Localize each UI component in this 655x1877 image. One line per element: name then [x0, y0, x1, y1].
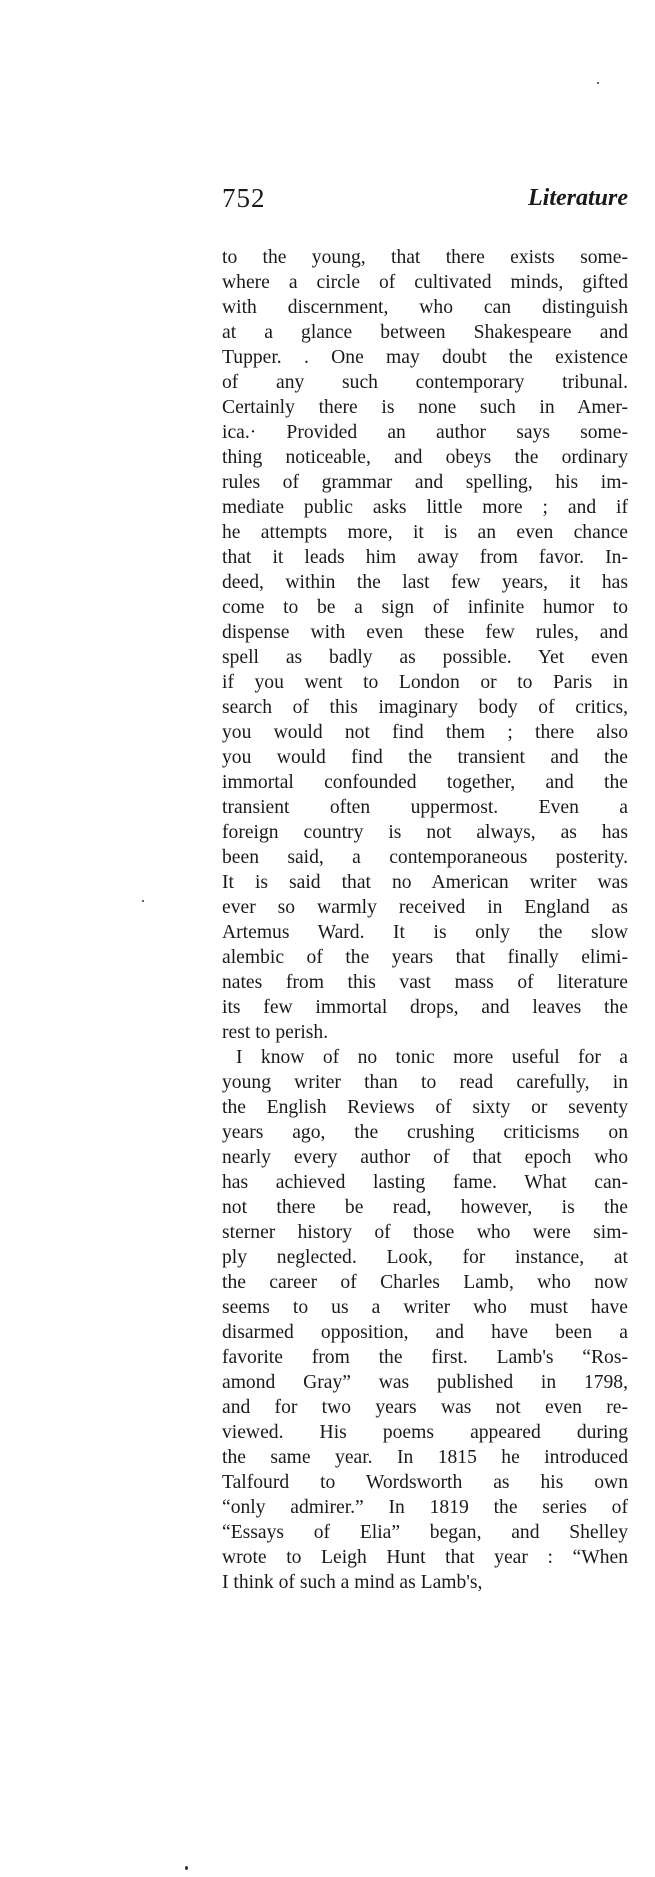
text-line: “only admirer.” In 1819 the series of: [222, 1497, 628, 1518]
text-line: has achieved lasting fame. What can-: [222, 1172, 628, 1193]
text-line: viewed. His poems appeared during: [222, 1422, 628, 1443]
text-line: deed, within the last few years, it has: [222, 572, 628, 593]
text-line: “Essays of Elia” began, and Shelley: [222, 1522, 628, 1543]
text-line: ply neglected. Look, for instance, at: [222, 1247, 628, 1268]
text-line: been said, a contemporaneous posterity.: [222, 847, 628, 868]
text-line: he attempts more, it is an even chance: [222, 522, 628, 543]
text-line: dispense with even these few rules, and: [222, 622, 628, 643]
text-line: the same year. In 1815 he introduced: [222, 1447, 628, 1468]
text-column: [222, 245, 628, 1595]
text-line: come to be a sign of infinite humor to: [222, 597, 628, 618]
text-line: mediate public asks little more ; and if: [222, 497, 628, 518]
paragraph-1: [222, 245, 628, 1045]
text-line: transient often uppermost. Even a: [222, 797, 628, 818]
paragraph-2: [222, 1045, 628, 1595]
text-line: if you went to London or to Paris in: [222, 672, 628, 693]
scan-speck: [142, 900, 144, 902]
text-line: favorite from the first. Lamb's “Ros-: [222, 1347, 628, 1368]
text-line: where a circle of cultivated minds, gifted: [222, 272, 628, 293]
text-line: wrote to Leigh Hunt that year : “When: [222, 1547, 628, 1568]
text-line: amond Gray” was published in 1798,: [222, 1372, 628, 1393]
text-line: you would not find them ; there also: [222, 722, 628, 743]
text-line: that it leads him away from favor. In-: [222, 547, 628, 568]
text-line: the career of Charles Lamb, who now: [222, 1272, 628, 1293]
text-line: Talfourd to Wordsworth as his own: [222, 1472, 628, 1493]
text-line: immortal confounded together, and the: [222, 772, 628, 793]
text-line: Artemus Ward. It is only the slow: [222, 922, 628, 943]
text-line: years ago, the crushing criticisms on: [222, 1122, 628, 1143]
text-line: search of this imaginary body of critics,: [222, 697, 628, 718]
text-line: ica.· Provided an author says some-: [222, 422, 628, 443]
scan-speck: [597, 82, 599, 84]
scan-speck: [185, 1866, 188, 1870]
text-line: at a glance between Shakespeare and: [222, 322, 628, 343]
text-line: spell as badly as possible. Yet even: [222, 647, 628, 668]
text-line: ever so warmly received in England as: [222, 897, 628, 918]
text-line: Certainly there is none such in Amer-: [222, 397, 628, 418]
text-line: rules of grammar and spelling, his im-: [222, 472, 628, 493]
text-line: It is said that no American writer was: [222, 872, 628, 893]
text-line: foreign country is not always, as has: [222, 822, 628, 843]
text-line: and for two years was not even re-: [222, 1397, 628, 1418]
text-line: to the young, that there exists some-: [222, 247, 628, 268]
text-line: nearly every author of that epoch who: [222, 1147, 628, 1168]
text-line: of any such contemporary tribunal.: [222, 372, 628, 393]
text-line: you would find the transient and the: [222, 747, 628, 768]
text-line: nates from this vast mass of literature: [222, 972, 628, 993]
text-line: thing noticeable, and obeys the ordinary: [222, 447, 628, 468]
running-head: Literature: [528, 185, 628, 211]
text-line: rest to perish.: [222, 1022, 329, 1043]
text-line: the English Reviews of sixty or seventy: [222, 1097, 628, 1118]
text-line: alembic of the years that finally elimi-: [222, 947, 628, 968]
text-line: young writer than to read carefully, in: [222, 1072, 628, 1093]
page-number: 752: [222, 183, 266, 213]
text-line: seems to us a writer who must have: [222, 1297, 628, 1318]
text-line: I think of such a mind as Lamb's,: [222, 1572, 483, 1593]
page-header: [222, 183, 628, 219]
text-line: disarmed opposition, and have been a: [222, 1322, 628, 1343]
text-line: its few immortal drops, and leaves the: [222, 997, 628, 1018]
text-line: I know of no tonic more useful for a: [236, 1047, 628, 1068]
text-line: Tupper. . One may doubt the existence: [222, 347, 628, 368]
text-line: sterner history of those who were sim-: [222, 1222, 628, 1243]
text-line: with discernment, who can distinguish: [222, 297, 628, 318]
text-line: not there be read, however, is the: [222, 1197, 628, 1218]
